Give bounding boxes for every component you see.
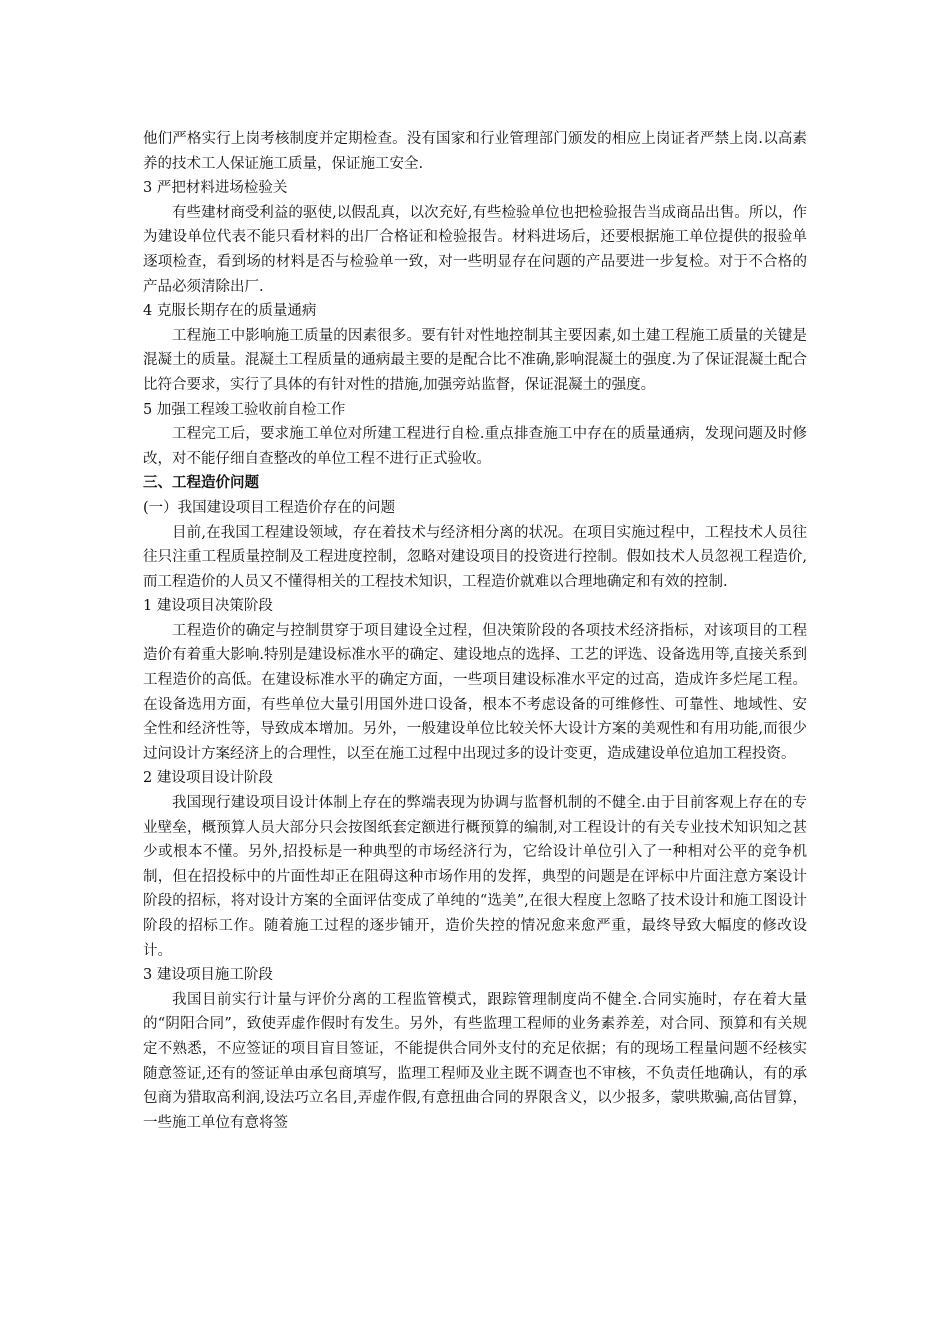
document-page [143,127,807,1135]
section-heading: 5 加强工程竣工验收前自检工作 [143,401,346,418]
section-heading: 4 克服长期存在的质量通病 [143,303,317,320]
section-heading: 3 严把材料进场检验关 [143,180,288,197]
section-heading: 3 建设项目施工阶段 [143,967,273,984]
body-paragraph: 工程施工中影响施工质量的因素很多。要有针对性地控制其主要因素,如土建工程施工质量的关键是混凝土的质量。混凝土工程质量的通病最主要的是配合比不准确,影响混凝土的强度.为了保证混凝土配合比符合要求，实行了具体的有针对性的措施,加强旁站监督，保证混凝土的强度。 [143,327,807,393]
body-paragraph: 我国目前实行计量与评价分离的工程监管模式，跟踪管理制度尚不健全.合同实施时，存在着大量的“阴阳合同”，致使弄虚作假时有发生。另外，有些监理工程师的业务素养差，对合同、预算和有关规定不熟悉，不应签证的项目盲目签证，不能提供合同外支付的充足依据；有的现场工程量问题不经核实随意签证,还有的签证单由承包商填写，监理工程师及业主既不调查也不审核，不负责任地确认，有的承包商为猎取高利润,设法巧立名目,弄虚作假,有意扭曲合同的界限含义，以少报多，蒙哄欺骗,高估冒算，一些施工单位有意将签 [143,991,807,1131]
body-paragraph: 工程完工后，要求施工单位对所建工程进行自检.重点排查施工中存在的质量通病，发现问题及时修改，对不能仔细自查整改的单位工程不进行正式验收。 [143,426,807,467]
subsection-heading: (一）我国建设项目工程造价存在的问题 [143,499,396,516]
body-paragraph: 他们严格实行上岗考核制度并定期检查。没有国家和行业管理部门颁发的相应上岗证者严禁上岗.以高素养的技术工人保证施工质量，保证施工安全. [143,131,807,172]
body-paragraph: 目前,在我国工程建设领域，存在着技术与经济相分离的状况。在项目实施过程中，工程技术人员往往只注重工程质量控制及工程进度控制，忽略对建设项目的投资进行控制。假如技术人员忽视工程造价,而工程造价的人员又不懂得相关的工程技术知识，工程造价就难以合理地确定和有效的控制. [143,524,807,590]
body-paragraph: 工程造价的确定与控制贯穿于项目建设全过程，但决策阶段的各项技术经济指标，对该项目的工程造价有着重大影响.特别是建设标准水平的确定、建设地点的选择、工艺的评选、设备选用等,直接关系到工程造价的高低。在建设标准水平的确定方面，一些项目建设标准水平定的过高，造成许多烂尾工程。在设备选用方面，有些单位大量引用国外进口设备，根本不考虑设备的可维修性、可靠性、地域性、安全性和经济性等，导致成本增加。另外，一般建设单位比较关怀大设计方案的美观性和有用功能,而很少过问设计方案经济上的合理性，以至在施工过程中出现过多的设计变更，造成建设单位追加工程投资。 [143,622,807,762]
section-heading: 1 建设项目决策阶段 [143,598,273,615]
body-paragraph: 我国现行建设项目设计体制上存在的弊端表现为协调与监督机制的不健全.由于目前客观上存在的专业壁垒，概预算人员大部分只会按图纸套定额进行概预算的编制,对工程设计的有关专业技术知识知之甚少或根本不懂。另外,招投标是一种典型的市场经济行为，它给设计单位引入了一种相对公平的竞争机制，但在招投标中的片面性却正在阻碍这种市场作用的发挥，典型的问题是在评标中片面注意方案设计阶段的招标，将对设计方案的全面评估变成了单纯的“选美”,在很大程度上忽略了技术设计和施工图设计阶段的招标工作。随着施工过程的逐步铺开，造价失控的情况愈来愈严重，最终导致大幅度的修改设计。 [143,795,807,959]
section-heading: 2 建设项目设计阶段 [143,770,273,787]
chapter-heading: 三、工程造价问题 [143,474,259,492]
body-paragraph: 有些建材商受利益的驱使,以假乱真，以次充好,有些检验单位也把检验报告当成商品出售。所以，作为建设单位代表不能只看材料的出厂合格证和检验报告。材料进场后，还要根据施工单位提供的报验单逐项检查，看到场的材料是否与检验单一致，对一些明显存在问题的产品要进一步复检。对于不合格的产品必须清除出厂. [143,204,807,295]
